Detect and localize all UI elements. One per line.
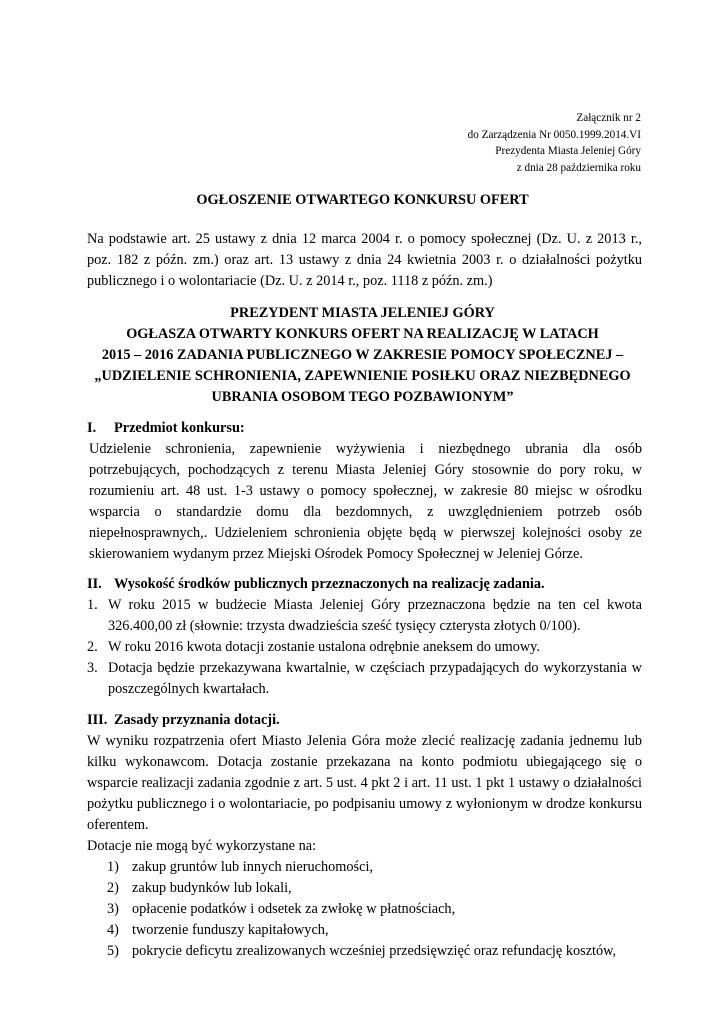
section-body: W wyniku rozpatrzenia ofert Miasto Jelenia Góra może zlecić realizację zadania jednemu lub kilku wykonawcom. Dotacja zostanie przekazana na konto podmiotu ubiegającego się o wsparcie realizacji zadania zgodnie z art. 5 ust. 4 pkt 2 i art. 11 ust. 1 pkt 1 ustawy o działalności pożytku publicznego i o wolontariacie, po podpisaniu umowy z wyłonionym w drodze konkursu oferentem.: [87, 733, 642, 833]
list-item-number: 2.: [87, 639, 98, 655]
exclusions-list: [87, 857, 642, 962]
list-item: [87, 878, 642, 899]
list-item: [87, 920, 642, 941]
legal-basis-paragraph: Na podstawie art. 25 ustawy z dnia 12 marca 2004 r. o pomocy społecznej (Dz. U. z 2013 r., poz. 182 z późn. zm.) oraz art. 13 ustawy z dnia 24 kwietnia 2003 r. o działalności pożytku publicznego i o wolontariacie (Dz. U. z 2014 r., poz. 1118 z późn. zm.): [87, 231, 642, 289]
list-item-number: 5): [107, 943, 119, 959]
list-item: [87, 637, 642, 658]
section-2: [87, 574, 642, 700]
list-item-number: 3.: [87, 660, 98, 676]
section-heading: [87, 710, 642, 731]
list-item-number: 1): [107, 859, 119, 875]
section-body: Udzielenie schronienia, zapewnienie wyżywienia i niezbędnego ubrania dla osób potrzebujących, pochodzących z terenu Miasta Jeleniej Góry stosownie do pory roku, w rozumieniu art. 48 ust. 1-3 ustawy o pomocy społecznej, w zakresie 80 miejsc w ośrodku wsparcia o standardzie domu dla bezdomnych, z uwzględnieniem potrzeb osób niepełnosprawnych,. Udzieleniem schronienia objęte będą w pierwszej kolejności osoby ze skierowaniem wydanym przez Miejski Ośrodek Pomocy Społecznej w Jeleniej Górze.: [89, 441, 642, 562]
attachment-header: [468, 110, 641, 176]
list-item-text: zakup gruntów lub innych nieruchomości,: [132, 859, 374, 875]
list-item-text: pokrycie deficytu zrealizowanych wcześniej przedsięwzięć oraz refundację kosztów,: [132, 943, 617, 959]
section-heading: [87, 574, 642, 595]
section-title: Zasady przyznania dotacji.: [114, 712, 280, 728]
attachment-line: z dnia 28 października roku: [516, 161, 641, 174]
document-heading: OGŁOSZENIE OTWARTEGO KONKURSU OFERT: [196, 192, 529, 208]
section-1: [87, 418, 642, 565]
section-number: II.: [87, 576, 102, 592]
list-item-number: 2): [107, 880, 119, 896]
section-number: III.: [87, 712, 108, 728]
attachment-line: Prezydenta Miasta Jeleniej Góry: [495, 145, 641, 157]
attachment-line: Załącznik nr 2: [576, 112, 641, 124]
list-item: [87, 941, 642, 962]
list-item: [87, 899, 642, 920]
title-line: UBRANIA OSOBOM TEGO POZBAWIONYM”: [211, 389, 514, 405]
section-3: [87, 710, 642, 962]
list-item-text: Dotacja będzie przekazywana kwartalnie, w częściach przypadających do wykorzystania w poszczególnych kwartałach.: [108, 660, 642, 697]
list-item-text: tworzenie funduszy kapitałowych,: [132, 922, 329, 938]
list-item-text: W roku 2015 w budżecie Miasta Jeleniej Góry przeznaczona będzie na ten cel kwota 326.400,00 zł (słownie: trzysta dwadzieścia sześć tysięcy czterysta złotych 0/100).: [108, 597, 642, 634]
numbered-list: [87, 595, 642, 700]
section-heading: [87, 418, 642, 439]
list-item: [87, 658, 642, 700]
section-title: Przedmiot konkursu:: [114, 420, 245, 436]
section-title: Wysokość środków publicznych przeznaczonych na realizację zadania.: [114, 576, 545, 592]
list-item-text: opłacenie podatków i odsetek za zwłokę w płatnościach,: [132, 901, 456, 917]
list-item: [87, 595, 642, 637]
announcement-title: [60, 303, 665, 408]
title-line: „UDZIELENIE SCHRONIENIA, ZAPEWNIENIE POSIŁKU ORAZ NIEZBĘDNEGO: [94, 368, 631, 384]
title-line: 2015 – 2016 ZADANIA PUBLICZNEGO W ZAKRESIE POMOCY SPOŁECZNEJ –: [101, 347, 624, 363]
list-item-number: 3): [107, 901, 119, 917]
list-item: [87, 857, 642, 878]
list-item-text: W roku 2016 kwota dotacji zostanie ustalona odrębnie aneksem do umowy.: [108, 639, 540, 655]
list-item-text: zakup budynków lub lokali,: [132, 880, 292, 896]
section-number: I.: [87, 420, 97, 436]
attachment-line: do Zarządzenia Nr 0050.1999.2014.VI: [467, 128, 641, 141]
title-line: PREZYDENT MIASTA JELENIEJ GÓRY: [230, 305, 495, 321]
list-item-number: 4): [107, 922, 119, 938]
list-intro: Dotacje nie mogą być wykorzystane na:: [87, 838, 317, 854]
title-line: OGŁASZA OTWARTY KONKURS OFERT NA REALIZACJĘ W LATACH: [126, 326, 599, 342]
list-item-number: 1.: [87, 597, 98, 613]
